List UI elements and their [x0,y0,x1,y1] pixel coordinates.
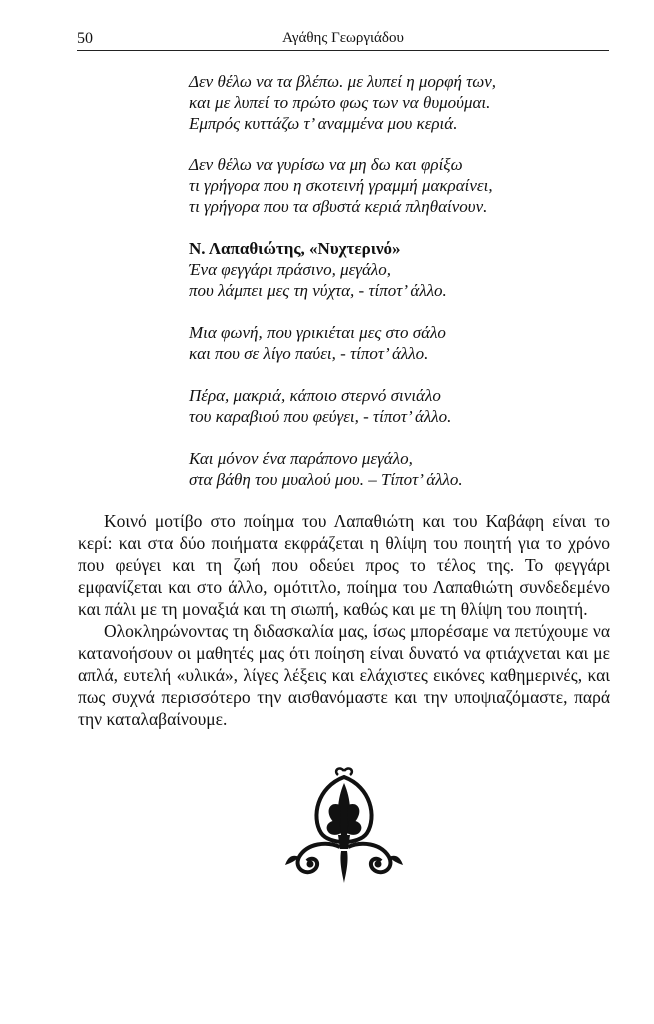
poem-2-stanza-4 [189,448,463,490]
paragraph: Κοινό μοτίβο στο ποίημα του Λαπαθιώτη και του Καβάφη είναι το κερί: και στα δύο ποιήματα εκφράζεται η θλίψη του ποιητή για το χρόνο που φεύγει και τη ζωή που οδεύει προς το τέλος της. Το φεγγάρι εμφανίζεται και στο άλλο, ομότιτλο, ποίημα του Λαπαθιώτη συνδεδεμένο και πάλι με τη μοναξιά και τη σιωπή, καθώς και με τη θλίψη του ποιητή. [78,511,610,619]
running-title: Αγάθης Γεωργιάδου [282,30,404,46]
verse-line: Δεν θέλω να γυρίσω να μη δω και φρίξω [189,155,463,174]
paragraph: Ολοκληρώνοντας τη διδασκαλία μας, ίσως μπορέσαμε να πετύχουμε να κατανοήσουν οι μαθητές μας ότι ποίηση είναι δυνατό να φτιάχνεται και με απλά, ευτελή «υλικά», λίγες λέξεις και ελάχιστες εικόνες καθημερινές, και πως συχνά περισσότερο την αισθανόμαστε και την υποψιαζόμαστε, παρά την καταλαβαίνουμε. [78,621,610,729]
page-number: 50 [77,30,93,47]
page-header [77,28,609,51]
verse-line: Ένα φεγγάρι πράσινο, μεγάλο, [189,260,392,279]
verse-line: Και μόνον ένα παράπονο μεγάλο, [189,449,413,468]
body-text [78,510,610,730]
verse-line: και που σε λίγο παύει, - τίποτ’ άλλο. [189,344,429,363]
verse-line: του καραβιού που φεύγει, - τίποτ’ άλλο. [189,407,452,426]
poem-2-stanza-2 [189,322,446,364]
verse-line: Πέρα, μακριά, κάποιο στερνό σινιάλο [189,386,441,405]
verse-line: που λάμπει μες τη νύχτα, - τίποτ’ άλλο. [189,281,447,300]
poem-heading: Ν. Λαπαθιώτης, «Νυχτερινό» [189,239,401,258]
anthemion-ornament-icon [285,765,403,885]
verse-line: Εμπρός κυττάζω τ’ αναμμένα μου κεριά. [189,114,458,133]
verse-stanza-1 [189,71,496,134]
verse-line: τι γρήγορα που τα σβυστά κεριά πληθαίνουν. [189,197,488,216]
verse-line: και με λυπεί το πρώτο φως των να θυμούμαι. [189,93,491,112]
verse-line: τι γρήγορα που η σκοτεινή γραμμή μακραίνει, [189,176,493,195]
verse-line: Δεν θέλω να τα βλέπω. με λυπεί η μορφή των, [189,72,497,91]
poem-2-stanza-1 [189,238,447,301]
verse-line: στα βάθη του μυαλού μου. – Τίποτ’ άλλο. [189,470,463,489]
poem-2-stanza-3 [189,385,451,427]
verse-stanza-2 [189,154,493,217]
verse-line: Μια φωνή, που γρικιέται μες στο σάλο [189,323,446,342]
